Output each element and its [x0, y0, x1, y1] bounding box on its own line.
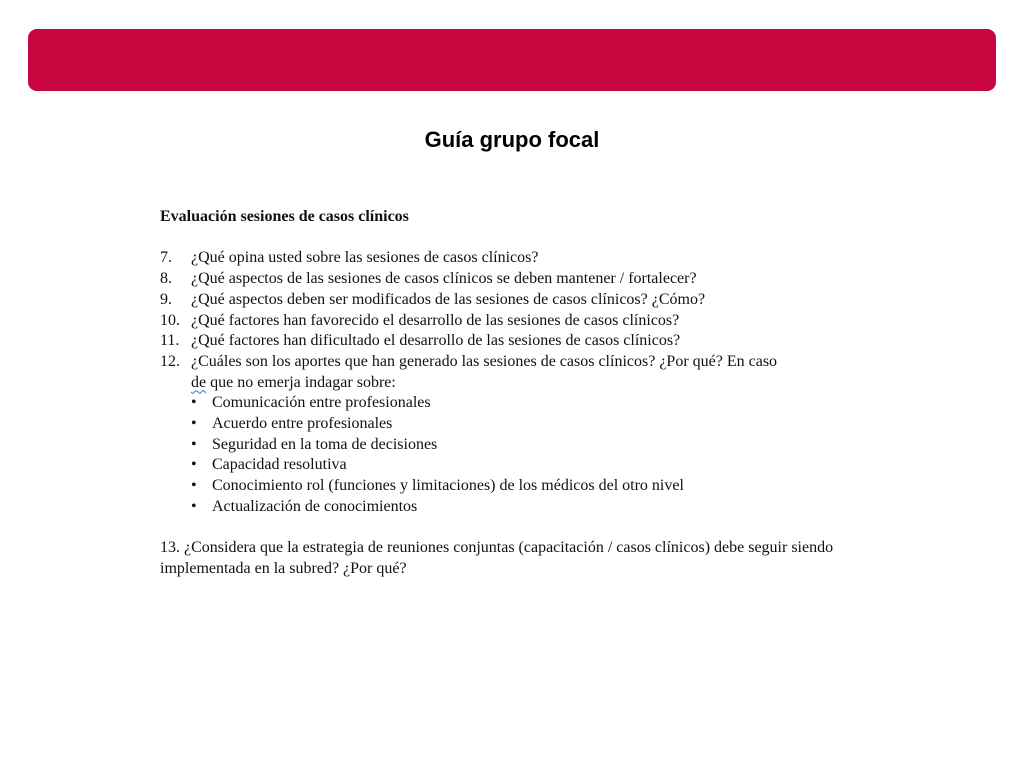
list-item	[191, 497, 880, 518]
list-item-text: Actualización de conocimientos	[212, 497, 418, 515]
list-item-text: Acuerdo entre profesionales	[212, 415, 393, 433]
question-item-8	[160, 269, 880, 290]
question-item-9	[160, 290, 880, 311]
list-item-text: Capacidad resolutiva	[212, 456, 347, 474]
question-number: 7.	[160, 249, 172, 267]
question-item-11	[160, 331, 880, 352]
question-text: ¿Qué aspectos deben ser modificados de las sesiones de casos clínicos? ¿Cómo?	[191, 290, 706, 308]
bullet-icon: •	[191, 456, 197, 474]
question-item-13: 13. ¿Considera que la estrategia de reuniones conjuntas (capacitación / casos clínicos) debe seguir siendo implementada en la subred? ¿Por qué?	[160, 539, 834, 577]
question-item-12	[160, 352, 880, 373]
probe-topics-list	[160, 393, 880, 517]
question-number: 11.	[160, 332, 180, 350]
question-text: ¿Cuáles son los aportes que han generado las sesiones de casos clínicos? ¿Por qué? En caso	[191, 352, 778, 370]
list-item-text: Conocimiento rol (funciones y limitaciones) de los médicos del otro nivel	[212, 477, 684, 495]
question-item-10	[160, 311, 880, 332]
question-number: 8.	[160, 270, 172, 288]
bullet-icon: •	[191, 477, 197, 495]
continuation-text: que no emerja indagar sobre:	[206, 373, 396, 391]
slide-title: Guía grupo focal	[424, 127, 600, 152]
question-text: ¿Qué factores han dificultado el desarrollo de las sesiones de casos clínicos?	[191, 332, 681, 350]
spellcheck-underlined-word: de	[191, 373, 207, 391]
question-number: 12.	[160, 352, 180, 370]
list-item-text: Seguridad en la toma de decisiones	[212, 435, 438, 453]
section-heading: Evaluación sesiones de casos clínicos	[160, 208, 409, 225]
bullet-icon: •	[191, 394, 197, 412]
question-number: 10.	[160, 311, 180, 329]
question-item-7	[160, 248, 880, 269]
header-bar	[28, 29, 996, 91]
question-number: 9.	[160, 290, 172, 308]
question-text: ¿Qué factores han favorecido el desarrollo de las sesiones de casos clínicos?	[191, 311, 680, 329]
list-item	[191, 414, 880, 435]
bullet-icon: •	[191, 497, 197, 515]
question-list	[160, 248, 880, 372]
question-text: ¿Qué aspectos de las sesiones de casos clínicos se deben mantener / fortalecer?	[191, 270, 697, 288]
document-excerpt	[160, 207, 880, 580]
list-item	[191, 455, 880, 476]
bullet-icon: •	[191, 435, 197, 453]
list-item	[191, 476, 880, 497]
bullet-icon: •	[191, 415, 197, 433]
list-item-text: Comunicación entre profesionales	[212, 394, 431, 412]
question-12-continuation	[160, 373, 880, 394]
list-item	[191, 435, 880, 456]
list-item	[191, 393, 880, 414]
question-text: ¿Qué opina usted sobre las sesiones de casos clínicos?	[191, 249, 539, 267]
